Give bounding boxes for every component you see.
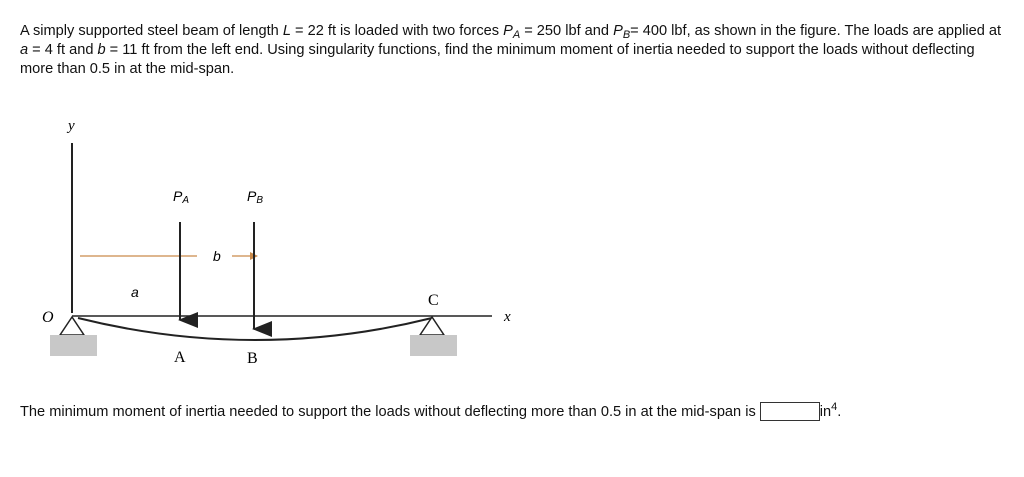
origin-label: O bbox=[42, 309, 54, 326]
problem-text: A simply supported steel beam of length bbox=[20, 23, 283, 39]
answer-unit-suffix: . bbox=[837, 404, 842, 420]
symbol-P: P bbox=[503, 23, 513, 39]
problem-text: = 11 ft from the left end. Using singularity functions, find the minimum moment of inertia needed to support the loads without deflecting more than 0.5 in at the mid-span. bbox=[20, 42, 975, 77]
left-support-triangle bbox=[60, 317, 84, 335]
load-label-PA-sub: A bbox=[182, 195, 190, 206]
answer-unit-exponent: 4 bbox=[831, 401, 838, 413]
problem-text: = 4 ft and bbox=[28, 42, 98, 58]
load-label-PA-base: P bbox=[173, 188, 183, 204]
point-label-B: B bbox=[247, 350, 258, 367]
symbol-a: a bbox=[20, 42, 29, 58]
load-label-PB bbox=[247, 188, 263, 206]
point-label-C: C bbox=[428, 292, 439, 309]
x-axis-label: x bbox=[504, 309, 511, 325]
problem-text: = 400 lbf, as shown in the figure. The loads are applied at bbox=[630, 23, 1002, 39]
symbol-L: L bbox=[282, 23, 291, 39]
answer-input-box[interactable] bbox=[760, 402, 820, 421]
load-label-PB-base: P bbox=[247, 188, 257, 204]
point-label-A: A bbox=[174, 349, 186, 366]
answer-unit bbox=[819, 401, 842, 420]
dimension-label-b: b bbox=[213, 248, 221, 264]
symbol-P: P bbox=[613, 23, 623, 39]
right-support-ground bbox=[410, 335, 457, 356]
answer-unit-base: in bbox=[819, 404, 832, 420]
y-axis-label: y bbox=[68, 118, 75, 134]
symbol-b: b bbox=[97, 42, 106, 58]
left-support-ground bbox=[50, 335, 97, 356]
subscript-A: A bbox=[512, 29, 521, 41]
dimension-label-a: a bbox=[131, 284, 139, 300]
problem-text: = 250 lbf and bbox=[520, 23, 614, 39]
problem-text: = 22 ft is loaded with two forces bbox=[290, 23, 504, 39]
answer-prompt: The minimum moment of inertia needed to support the loads without deflecting more than 0.5 in at the mid-span is bbox=[20, 404, 756, 420]
answer-row bbox=[20, 402, 841, 421]
load-label-PA bbox=[173, 188, 189, 206]
subscript-B: B bbox=[622, 29, 631, 41]
load-label-PB-sub: B bbox=[256, 195, 264, 206]
